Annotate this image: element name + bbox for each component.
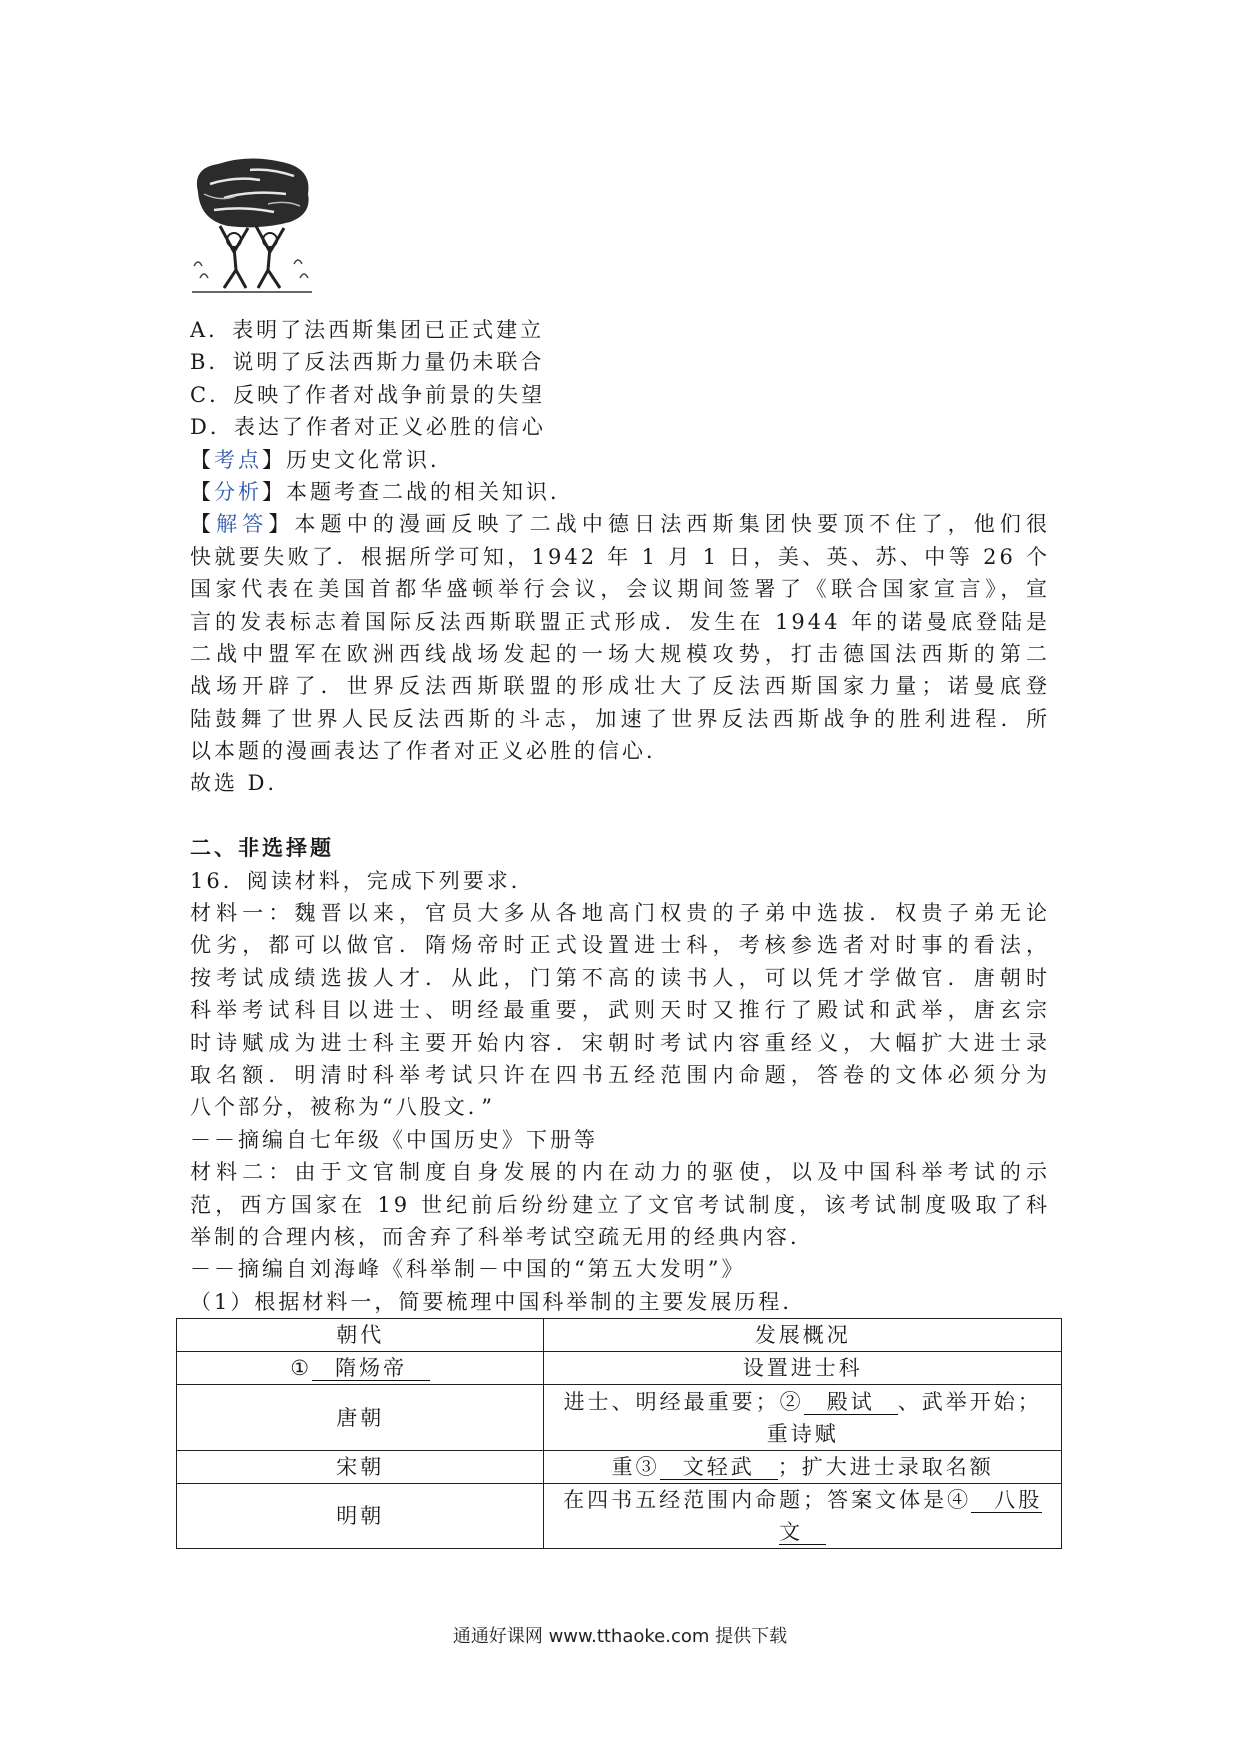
- kaodian-text: 历史文化常识．: [286, 447, 454, 472]
- material2-line: 举制的合理内核，而舍弃了科举考试空疏无用的经典内容．: [190, 1224, 814, 1249]
- document-body: [190, 314, 1050, 1318]
- overview-text: 、武举开始；重诗赋: [766, 1389, 1042, 1446]
- spacer: [190, 800, 1050, 832]
- material2-line: 材料二：由于文官制度自身发展的内在动力的驱使，以及中国科举考试的示: [190, 1160, 1050, 1185]
- jieda-text-line: 言的发表标志着国际反法西斯联盟正式形成．发生在 1944 年的诺曼底登陆是: [190, 609, 1050, 634]
- option-d: D．表达了作者对正义必胜的信心: [190, 415, 546, 440]
- jieda-text-line: 以本题的漫画表达了作者对正义必胜的信心．: [190, 739, 670, 764]
- material2-line: 范，西方国家在 19 世纪前后纷纷建立了文官考试制度，该考试制度吸取了科: [190, 1192, 1050, 1217]
- answer-blank: 文轻武: [660, 1455, 778, 1480]
- material1-line: 优劣，都可以做官．隋炀帝时正式设置进士科，考核参选者对时事的看法，: [190, 933, 1050, 958]
- overview-cell: [544, 1451, 1062, 1484]
- dynasty-cell: 宋朝: [177, 1451, 544, 1484]
- question-16-title: 16．阅读材料，完成下列要求．: [190, 868, 535, 893]
- cartoon-image: [190, 154, 314, 304]
- fenxi-tag: 分析: [214, 479, 262, 504]
- page-footer: 通通好课网 www.tthaoke.com 提供下载: [452, 1626, 788, 1647]
- sub-question-1: （1）根据材料一，简要梳理中国科举制的主要发展历程．: [190, 1289, 807, 1314]
- material1-source: －－摘编自七年级《中国历史》下册等: [190, 1127, 598, 1152]
- bracket-open: 【: [190, 479, 214, 504]
- fenxi-line: [190, 476, 1050, 508]
- table-header-cell: 朝代: [177, 1319, 544, 1352]
- dynasty-cell: [177, 1352, 544, 1385]
- table-row: [177, 1451, 1062, 1484]
- jieda-line: [190, 508, 1050, 540]
- kaodian-line: [190, 444, 1050, 476]
- jieda-tag: 解答: [216, 512, 269, 537]
- material1-line: 八个部分，被称为“八股文．”: [190, 1095, 495, 1120]
- answer-blank: 殿试: [804, 1390, 898, 1415]
- kaodian-tag: 考点: [214, 447, 262, 472]
- material2-source: －－摘编自刘海峰《科举制－中国的“第五大发明”》: [190, 1257, 746, 1282]
- material1-line: 取名额．明清时科举考试只许在四书五经范围内命题，答卷的文体必须分为: [190, 1062, 1050, 1087]
- option-c: C．反映了作者对战争前景的失望: [190, 382, 546, 407]
- answer-line: 故选 D．: [190, 771, 292, 796]
- material1-line: 时诗赋成为进士科主要开始内容．宋朝时考试内容重经义，大幅扩大进士录: [190, 1030, 1050, 1055]
- section-heading: 二、非选择题: [190, 835, 334, 861]
- jieda-text-line: 二战中盟军在欧洲西线战场发起的一场大规模攻势，打击德国法西斯的第二: [190, 641, 1050, 666]
- table-row: [177, 1352, 1062, 1385]
- jieda-text-line: 快就要失败了．根据所学可知，1942 年 1 月 1 日，美、英、苏、中等 26 个: [190, 544, 1050, 569]
- jieda-text: 本题中的漫画反映了二战中德日法西斯集团快要顶不住了，他们很: [294, 512, 1050, 537]
- answer-blank: 八股文: [779, 1488, 1043, 1544]
- bracket-open: 【: [190, 512, 217, 537]
- option-a: A．表明了法西斯集团已正式建立: [190, 318, 545, 342]
- keju-table: [176, 1318, 1062, 1549]
- material1-line: 科举考试科目以进士、明经最重要，武则天时又推行了殿试和武举，唐玄宗: [190, 998, 1050, 1023]
- jieda-text-line: 国家代表在美国首都华盛顿举行会议，会议期间签署了《联合国家宣言》，宣: [190, 577, 1050, 602]
- overview-cell: [544, 1385, 1062, 1451]
- bracket-close: 】: [268, 512, 295, 537]
- jieda-text-line: 战场开辟了．世界反法西斯联盟的形成壮大了反法西斯国家力量；诺曼底登: [190, 674, 1050, 699]
- blank-number: ①: [290, 1356, 313, 1380]
- table-header-row: [177, 1319, 1062, 1352]
- table-row: [177, 1385, 1062, 1451]
- overview-text: ；扩大进士录取名额: [777, 1455, 994, 1479]
- dynasty-cell: 明朝: [177, 1484, 544, 1549]
- jieda-text-line: 陆鼓舞了世界人民反法西斯的斗志，加速了世界反法西斯战争的胜利进程．所: [190, 706, 1050, 731]
- overview-cell: 设置进士科: [544, 1352, 1062, 1385]
- overview-cell: [544, 1484, 1062, 1549]
- overview-text: 进士、明经最重要；②: [563, 1389, 804, 1414]
- material1-line: 按考试成绩选拔人才．从此，门第不高的读书人，可以凭才学做官．唐朝时: [190, 965, 1050, 990]
- table-header-cell: 发展概况: [544, 1319, 1062, 1352]
- dynasty-cell: 唐朝: [177, 1385, 544, 1451]
- bracket-open: 【: [190, 447, 214, 472]
- material1-line: 材料一：魏晋以来，官员大多从各地高门权贵的子弟中选拔．权贵子弟无论: [190, 901, 1050, 926]
- overview-text: 重③: [611, 1455, 660, 1479]
- bracket-close: 】: [262, 447, 286, 472]
- answer-blank: 隋炀帝: [312, 1356, 430, 1381]
- fenxi-text: 本题考查二战的相关知识．: [286, 479, 574, 504]
- overview-text: 在四书五经范围内命题；答案文体是④: [563, 1488, 972, 1512]
- bracket-close: 】: [262, 479, 286, 504]
- option-b: B．说明了反法西斯力量仍未联合: [190, 350, 545, 375]
- table-row: [177, 1484, 1062, 1549]
